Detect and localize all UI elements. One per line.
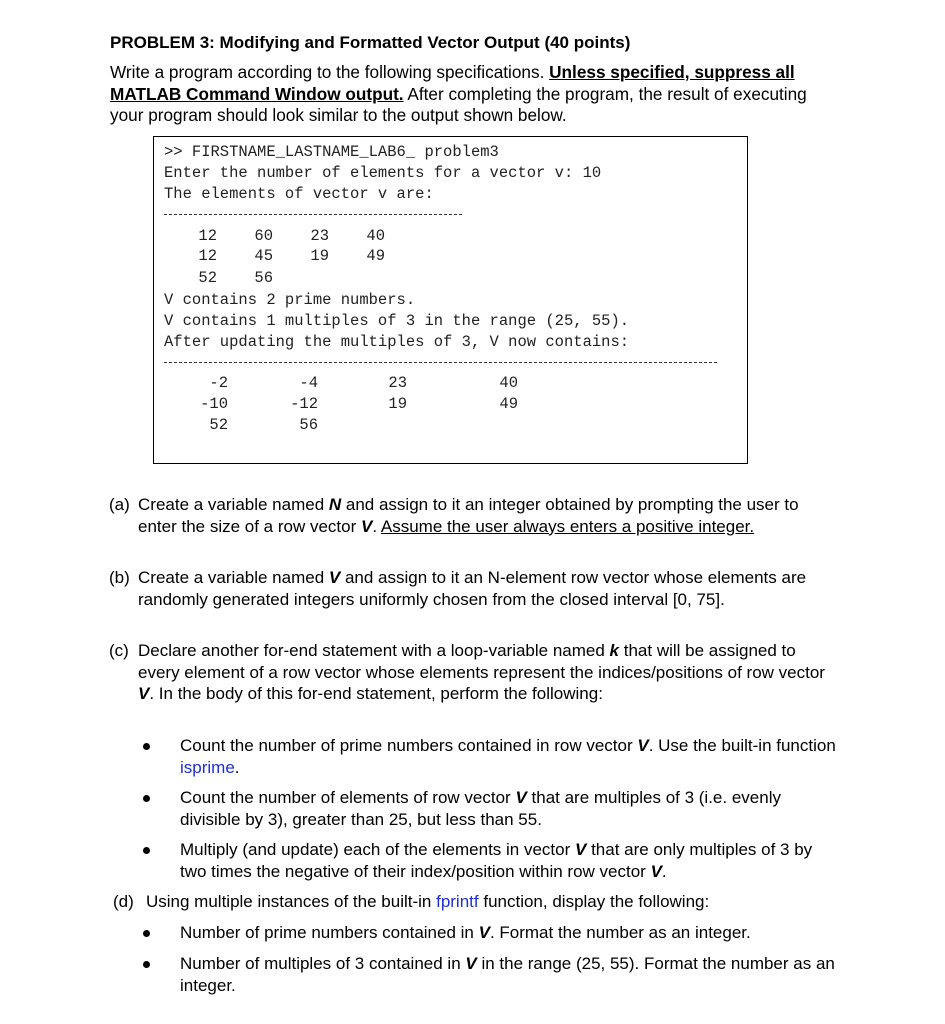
variable-name: V — [328, 568, 341, 587]
vector-value: -4 — [299, 374, 318, 392]
console-separator — [164, 362, 717, 363]
vector-value: -2 — [209, 374, 228, 392]
bullet-dot-icon — [143, 743, 150, 750]
variable-name: V — [650, 861, 662, 881]
text: Create a variable named — [138, 568, 329, 587]
vector-value: 40 — [499, 374, 518, 392]
variable-name: V — [637, 736, 649, 755]
bullet-dot-icon — [143, 847, 150, 854]
text: Number of prime numbers contained in — [180, 923, 479, 942]
text: and assign to it an N-element row vector whose elements are randomly generated integers uniformly chosen from the closed interval [0, 75]. — [138, 568, 807, 609]
vector-value: 49 — [366, 247, 385, 265]
vector-value: 56 — [254, 269, 273, 287]
part-d-text — [146, 891, 826, 913]
part-label: (a) — [109, 495, 130, 514]
part-c-text — [138, 640, 828, 705]
console-multiples-line: V contains 1 multiples of 3 in the range (25, 55). — [164, 312, 630, 330]
part-b-text — [138, 567, 838, 610]
text: Number of multiples of 3 contained in — [180, 954, 466, 973]
text: Count the number of elements of row vector — [180, 788, 516, 807]
vector-value: 60 — [254, 227, 273, 245]
vector-value: 19 — [388, 395, 407, 413]
text: Create a variable named — [138, 495, 329, 514]
bullet-text — [180, 839, 840, 882]
console-primes-line: V contains 2 prime numbers. — [164, 291, 416, 309]
variable-name: V — [515, 788, 527, 807]
vector-value: 49 — [499, 395, 518, 413]
bullet-dot-icon — [143, 961, 150, 968]
text: Multiply (and update) each of the elements in vector — [180, 840, 575, 859]
variable-name: N — [328, 495, 342, 514]
vector-value: 12 — [198, 227, 217, 245]
bullet-text — [180, 735, 840, 778]
underlined-note: Assume the user always enters a positive integer. — [380, 516, 755, 536]
console-separator — [164, 214, 462, 215]
text: in the range (25, 55). Format the number as an integer. — [180, 954, 835, 995]
console-command-line: >> FIRSTNAME_LASTNAME_LAB6_ problem3 — [164, 143, 499, 161]
vector-value: 23 — [388, 374, 407, 392]
text: . In the body of this for-end statement, perform the following: — [149, 684, 603, 703]
vector-value: 56 — [299, 416, 318, 434]
vector-value: 52 — [198, 269, 217, 287]
vector-value: 40 — [366, 227, 385, 245]
part-a-text — [138, 494, 828, 537]
text: that will be assigned to every element of a row vector whose elements represent the indices/positions of row vector — [138, 641, 825, 682]
intro-text-2: After completing the program, the result of executing your program should look similar to the output shown below. — [110, 83, 807, 125]
text: that are multiples of 3 (i.e. evenly divisible by 3), greater than 25, but less than 55. — [180, 788, 781, 829]
bullet-text — [180, 922, 840, 944]
text: Count the number of prime numbers contained in row vector — [180, 736, 638, 755]
text: . Use the built-in function — [648, 736, 836, 755]
function-name: isprime — [180, 757, 235, 777]
vector-value: -10 — [200, 395, 228, 413]
text: Using multiple instances of the built-in — [146, 892, 437, 911]
intro-paragraph — [110, 62, 840, 127]
vector-value: 52 — [209, 416, 228, 434]
part-label: (d) — [113, 892, 134, 911]
bullet-text — [180, 953, 840, 996]
text: function, display the following: — [478, 892, 710, 911]
console-prompt-line: Enter the number of elements for a vector v: 10 — [164, 164, 602, 182]
bullet-dot-icon — [143, 930, 150, 937]
vector-value: 12 — [198, 247, 217, 265]
intro-emphasis: Unless specified, suppress all MATLAB Command Window output. — [110, 62, 795, 104]
problem-title: PROBLEM 3: Modifying and Formatted Vector Output (40 points) — [110, 33, 631, 52]
text: that are only multiples of 3 by two times the negative of their index/position within row vector — [180, 840, 813, 881]
variable-name: V — [138, 684, 150, 703]
vector-value: 23 — [310, 227, 329, 245]
intro-text: Write a program according to the following specifications. — [110, 62, 550, 82]
console-elements-line: The elements of vector v are: — [164, 185, 434, 203]
variable-name: V — [575, 840, 587, 859]
vector-value: 45 — [254, 247, 273, 265]
part-label: (b) — [109, 568, 130, 587]
variable-name: V — [361, 516, 373, 536]
text: Declare another for-end statement with a loop-variable named — [138, 641, 610, 660]
variable-name: V — [478, 923, 490, 942]
variable-name: V — [465, 954, 477, 973]
part-label: (c) — [109, 641, 129, 660]
text: . — [372, 516, 381, 536]
bullet-dot-icon — [143, 795, 150, 802]
variable-name: k — [609, 641, 620, 660]
text: . — [234, 757, 240, 777]
text: . Format the number as an integer. — [489, 923, 751, 942]
text: . — [661, 861, 667, 881]
vector-value: -12 — [290, 395, 318, 413]
vector-value: 19 — [310, 247, 329, 265]
text: and assign to it an integer obtained by prompting the user to enter the size of a row vector — [138, 495, 799, 536]
console-after-line: After updating the multiples of 3, V now contains: — [164, 333, 630, 351]
bullet-text — [180, 787, 840, 830]
function-name: fprintf — [436, 892, 479, 911]
